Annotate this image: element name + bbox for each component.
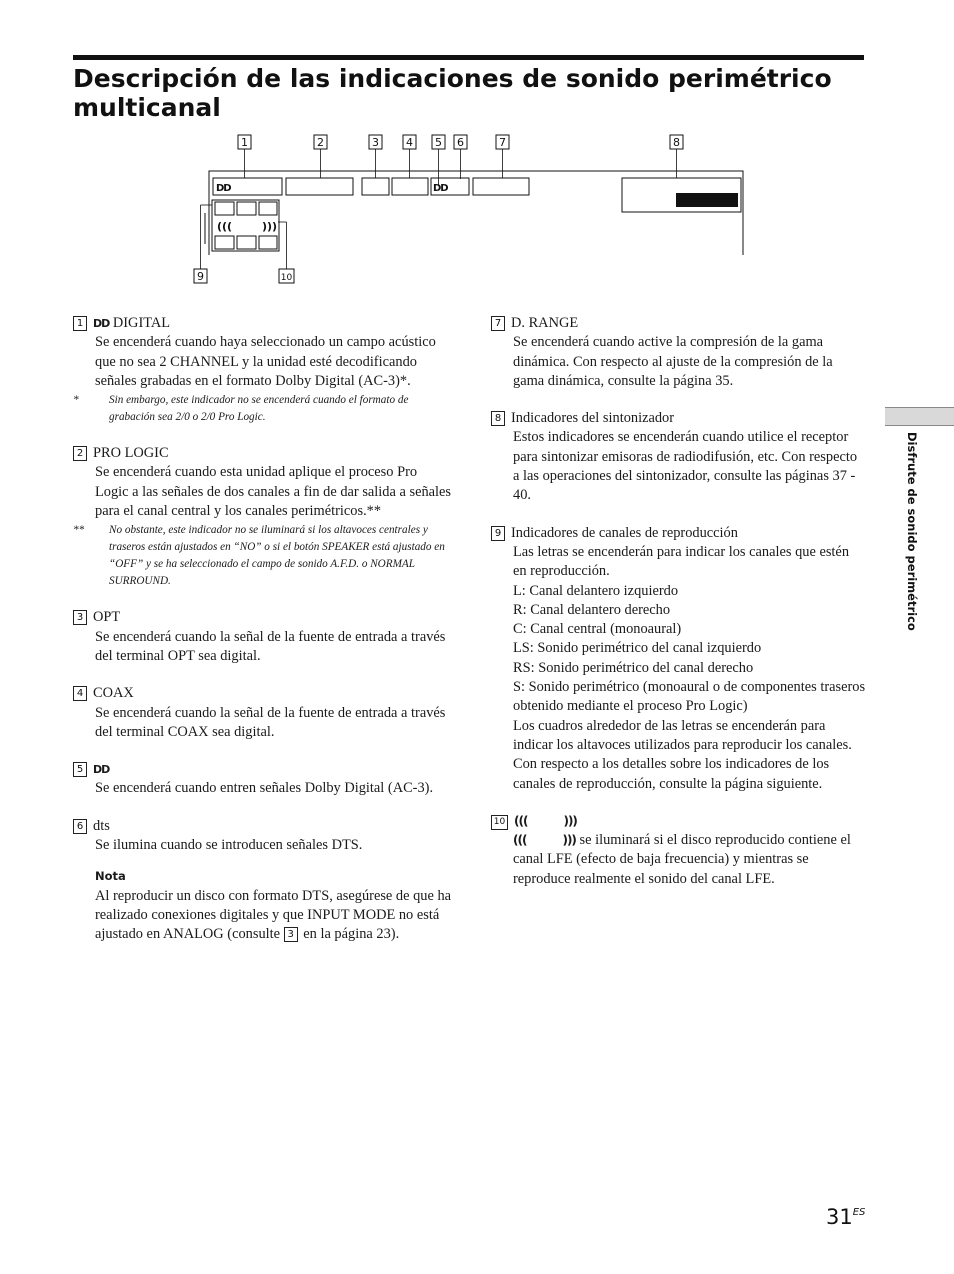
svg-text:(((: ((( (217, 220, 233, 233)
item-label: D. RANGE (511, 315, 579, 331)
item-label: COAX (93, 685, 134, 702)
lfe-icon: ((( ))) (513, 833, 576, 848)
lfe-icon: ((( ))) (514, 813, 577, 828)
item-number: 3 (73, 610, 87, 625)
item-number: 8 (491, 411, 505, 426)
callout-4 (403, 135, 416, 149)
svg-text:3: 3 (372, 136, 379, 149)
item-8 (491, 409, 866, 505)
item-number: 5 (73, 762, 87, 777)
item-number: 2 (73, 446, 87, 461)
item-10 (491, 812, 866, 889)
item-number: 4 (73, 686, 87, 701)
svg-text:9: 9 (197, 270, 204, 283)
item-body: Se encenderá cuando active la compresión de la gama dinámica. Con respecto al ajuste de la compresión de la gama dinámica, consulte la página 35. (513, 334, 833, 389)
callout-1 (238, 135, 251, 149)
item-number: 10 (491, 815, 508, 830)
item-label: dts (93, 817, 110, 834)
dolby-dd-icon: DD (93, 763, 110, 777)
item-6 (73, 817, 453, 945)
callout-5 (432, 135, 445, 149)
svg-text:2: 2 (317, 136, 324, 149)
callout-2 (314, 135, 327, 149)
item-7 (491, 314, 866, 391)
note-body: Al reproducir un disco con formato DTS, asegúrese de que ha realizado conexiones digitales y que INPUT MODE no está ajustado en ANALOG (consulte 3 en la página 23). (95, 887, 452, 943)
section-tab (885, 407, 954, 426)
left-column (73, 314, 453, 963)
item-3 (73, 608, 453, 666)
dolby-dd-icon: DD (93, 317, 110, 330)
channel-line: L: Canal delantero izquierdo (513, 582, 679, 599)
svg-text:6: 6 (457, 136, 464, 149)
item-line: Las letras se encenderán para indicar los canales que estén en reproducción. (513, 543, 850, 580)
svg-text:8: 8 (673, 136, 680, 149)
channel-line: LS: Sonido perimétrico del canal izquierdo (513, 640, 762, 657)
page-number: $31^{ES}$ (826, 1205, 866, 1229)
item-label: Indicadores de canales de reproducción (511, 524, 738, 541)
callout-10 (279, 269, 294, 283)
item-body: Estos indicadores se encenderán cuando utilice el receptor para sintonizar emisoras de radiodifusión, etc. Con respecto a las operaciones del sintonizador, consulte las páginas 37 - 40. (513, 429, 858, 504)
item-line: Los cuadros alrededor de las letras se encenderán para indicar los altavoces utilizados para reproducir los canales. (513, 717, 852, 753)
callout-3 (369, 135, 382, 149)
item-body: ((( ))) se iluminará si el disco reproducido contiene el canal LFE (efecto de baja frecuencia) y mientras se reproduce realmente el sonido del canal LFE. (513, 832, 851, 887)
item-1 (73, 314, 453, 426)
footnote: ** No obstante, este indicador no se iluminará si los altavoces centrales y traseros están ajustados en “NO” o si el botón SPEAKER está ajustado en “OFF” y se ha seleccionado el campo de sonido A.F.D. o NORMAL SURROUND. (73, 524, 445, 588)
item-9 (491, 524, 866, 794)
display-diagram (0, 0, 954, 300)
callout-7 (496, 135, 509, 149)
item-number: 9 (491, 526, 505, 541)
footnote: * Sin embargo, este indicador no se encenderá cuando el formato de grabación sea 2/0 o 2/0 Pro Logic. (73, 394, 409, 424)
item-line: Con respecto a los detalles sobre los indicadores de los canales de reproducción, consulte la página siguiente. (513, 756, 830, 792)
item-2 (73, 444, 453, 590)
callout-9 (194, 269, 207, 283)
item-body: Se encenderá cuando haya seleccionado un campo acústico que no sea 2 CHANNEL y la unidad esté decodificando señales grabadas en el formato Dolby Digital (AC-3)*. (95, 334, 436, 389)
svg-text:5: 5 (435, 136, 442, 149)
item-number: 1 (73, 316, 87, 331)
item-number: 7 (491, 316, 505, 331)
item-4 (73, 684, 453, 742)
item-body: Se encenderá cuando la señal de la fuente de entrada a través del terminal OPT sea digital. (95, 628, 446, 664)
item-body: Se ilumina cuando se introducen señales DTS. (95, 837, 363, 854)
svg-text:10: 10 (280, 273, 293, 283)
svg-text:4: 4 (406, 136, 413, 149)
item-label: DIGITAL (112, 315, 171, 331)
svg-text:))): ))) (262, 220, 278, 233)
page-title: Descripción de las indicaciones de sonido perimétrico multicanal (73, 64, 832, 122)
item-5 (73, 760, 453, 799)
channel-line: S: Sonido perimétrico (monoaural o de componentes traseros obtenido mediante el proceso Pro Logic) (513, 679, 866, 715)
section-side-label: Disfrute de sonido perimétrico (905, 432, 919, 631)
callout-6 (454, 135, 467, 149)
svg-text:1: 1 (241, 136, 248, 149)
note-heading: Nota (95, 869, 126, 884)
channel-line: R: Canal delantero derecho (513, 601, 671, 618)
item-body: Se encenderá cuando entren señales Dolby Digital (AC-3). (95, 780, 434, 797)
item-label: Indicadores del sintonizador (511, 410, 675, 427)
svg-text:DD: DD (216, 183, 231, 194)
right-column (491, 314, 866, 907)
item-body: Se encenderá cuando la señal de la fuente de entrada a través del terminal COAX sea digital. (95, 704, 446, 740)
svg-text:7: 7 (499, 136, 506, 149)
item-label: OPT (93, 609, 121, 626)
channel-line: RS: Sonido perimétrico del canal derecho (513, 659, 754, 676)
svg-text:DD: DD (433, 183, 448, 194)
callout-8 (670, 135, 683, 149)
item-label: PRO LOGIC (93, 445, 169, 462)
item-number: 6 (73, 819, 87, 834)
item-body: Se encenderá cuando esta unidad aplique el proceso Pro Logic a las señales de dos canales a fin de dar salida a señales para el canal central y los canales perimétricos.** (95, 464, 452, 520)
note-ref-number: 3 (284, 927, 298, 942)
channel-line: C: Canal central (monoaural) (513, 621, 682, 638)
